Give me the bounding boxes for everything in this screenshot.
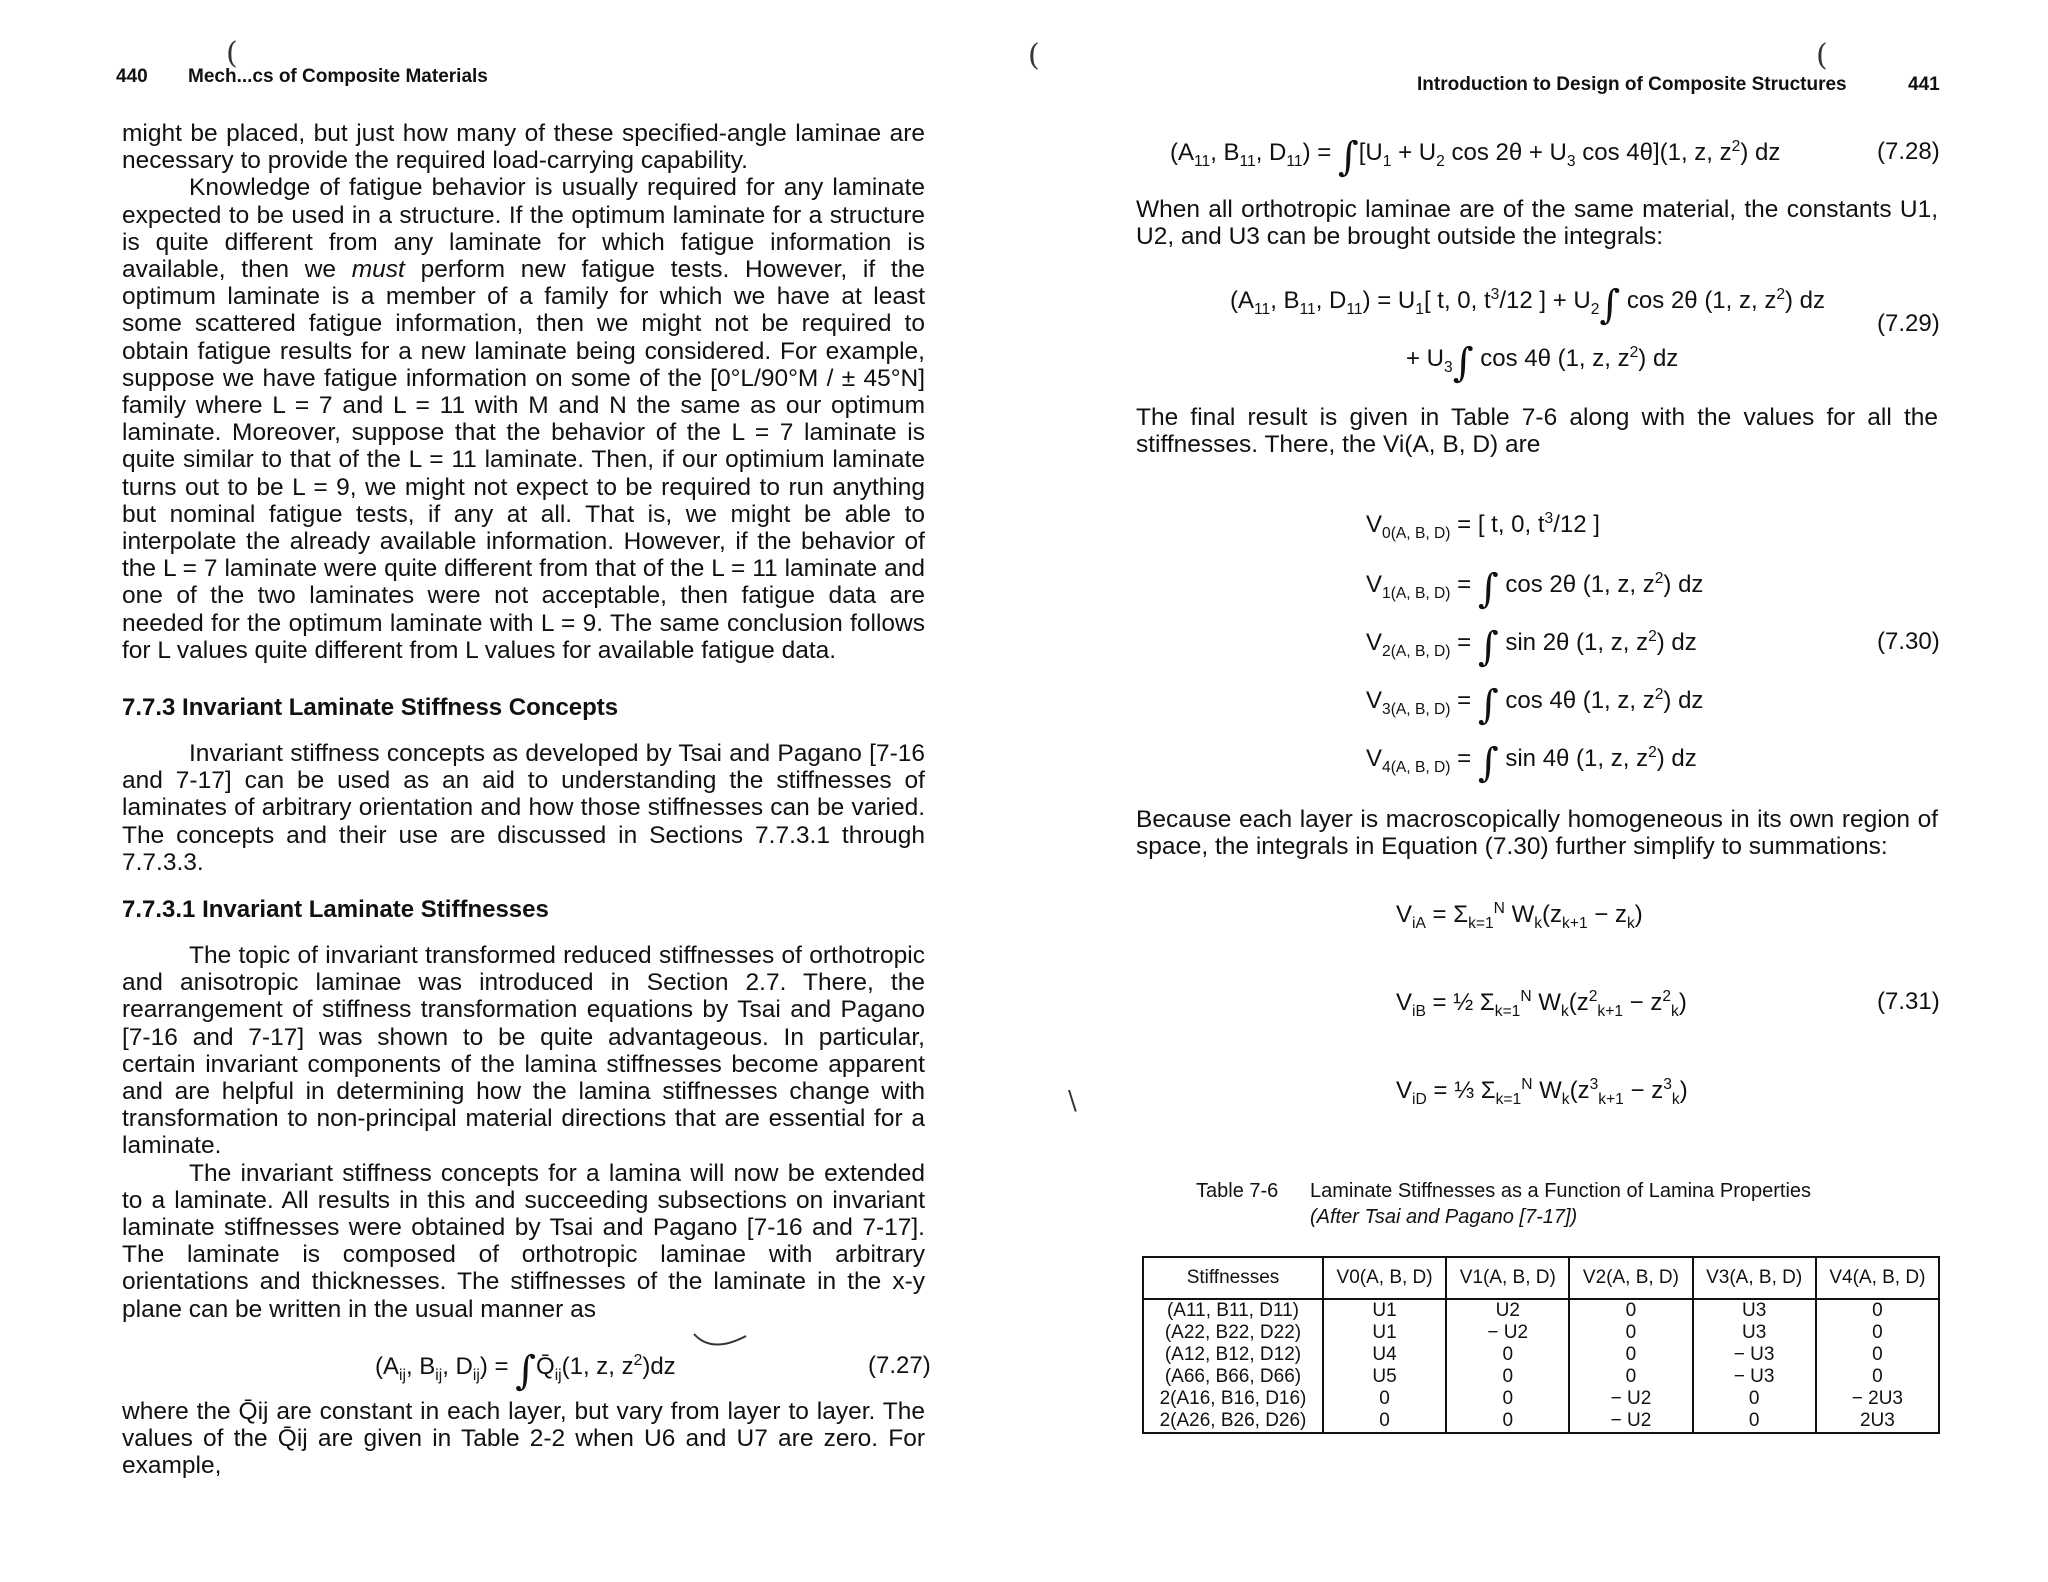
- scan-mark: (: [226, 36, 238, 71]
- left-page-number: 440: [116, 66, 148, 87]
- table-cell: U3: [1693, 1322, 1816, 1344]
- left-body-top: [122, 120, 925, 664]
- paragraph-fatigue: [122, 174, 925, 664]
- paragraph-7731-a: The topic of invariant transformed reduced stiffnesses of orthotropic and anisotropic laminae was introduced in Section 2.7. There, the rearrangement of stiffness transformation equations by Tsai and Pagano [7-16 and 7-17] was shown to be quite advantageous. In particular, certain invariant components of the lamina stiffnesses become apparent and are helpful in determining how the lamina stiffnesses change with transformation to non-principal material directions that are essential for a laminate.: [122, 942, 925, 1160]
- section-heading-773: 7.7.3 Invariant Laminate Stiffness Concepts: [122, 694, 619, 721]
- equation-730-v4: $V_{4(A, B, D)}$ = ∫ sin 4θ (1, z, $z^2$) dz: [1366, 740, 1697, 786]
- equation-730-v1: $V_{1(A, B, D)}$ = ∫ cos 2θ (1, z, $z^2$) dz: [1366, 566, 1704, 612]
- table-cell: − U2: [1446, 1322, 1569, 1344]
- table-cell: − U2: [1569, 1388, 1692, 1410]
- table-cell: (A22, B22, D22): [1143, 1322, 1323, 1344]
- left-body-7731: [122, 942, 925, 1323]
- equation-730-v0: $V_{0(A, B, D)}$ = [ t, 0, $t^3/12$ ]: [1366, 510, 1600, 542]
- stiffness-table: [1142, 1256, 1940, 1434]
- table-cell: 0: [1816, 1299, 1939, 1322]
- table-cell: (A11, B11, D11): [1143, 1299, 1323, 1322]
- equation-730-v3: $V_{3(A, B, D)}$ = ∫ cos 4θ (1, z, $z^2$) dz: [1366, 682, 1704, 728]
- table-cell: 0: [1323, 1388, 1446, 1410]
- table-cell: 2(A26, B26, D26): [1143, 1410, 1323, 1433]
- table-header: V2(A, B, D): [1569, 1257, 1692, 1299]
- paragraph-729: The final result is given in Table 7-6 along with the values for all the stiffnesses. There, the Vi(A, B, D) are: [1136, 404, 1938, 459]
- paragraph-728: When all orthotropic laminae are of the same material, the constants U1, U2, and U3 can be brought outside the integrals:: [1136, 196, 1938, 251]
- equation-number-730: (7.30): [1877, 628, 1940, 655]
- right-running-head: Introduction to Design of Composite Structures: [1417, 74, 1847, 95]
- table-row: [1143, 1366, 1939, 1388]
- table-cell: − U3: [1693, 1344, 1816, 1366]
- table-cell: 2(A16, B16, D16): [1143, 1388, 1323, 1410]
- fatigue-emphasis: must: [351, 256, 405, 284]
- equation-731-via: $V_{iA} = \Sigma_{k=1}^N$ $W_k(z_{k+1} - z_k)$: [1396, 900, 1643, 932]
- table-cell: U3: [1693, 1299, 1816, 1322]
- left-running-head: Mech...cs of Composite Materials: [188, 66, 488, 87]
- equation-728: ($A_{11}$, $B_{11}$, $D_{11}) = \int[U_1 + U_2$ $\cos 2\theta + U_3$ cos 4θ](1, z, $z^2$) dz: [1170, 134, 1781, 180]
- equation-number-729: (7.29): [1877, 310, 1940, 337]
- table-cell: 0: [1446, 1410, 1569, 1433]
- table-cell: (A66, B66, D66): [1143, 1366, 1323, 1388]
- left-page: [0, 0, 1020, 1582]
- table-cell: 0: [1323, 1410, 1446, 1433]
- equation-731-vib: $V_{iB}$ = ½ $\Sigma_{k=1}^N$ $W_k(z^2_{k+1} - z^2_k)$: [1396, 988, 1687, 1020]
- table-row: [1143, 1344, 1939, 1366]
- table-header: V4(A, B, D): [1816, 1257, 1939, 1299]
- table-cell: 0: [1816, 1366, 1939, 1388]
- scan-mark: (: [1816, 38, 1828, 73]
- paragraph-730: Because each layer is macroscopically homogeneous in its own region of space, the integrals in Equation (7.30) further simplify to summations:: [1136, 806, 1938, 861]
- equation-number-728: (7.28): [1877, 138, 1940, 165]
- table-cell: 0: [1446, 1388, 1569, 1410]
- right-page-number: 441: [1908, 74, 1940, 95]
- table-row: [1143, 1322, 1939, 1344]
- table-row: [1143, 1299, 1939, 1322]
- equation-729-line-1: ($A_{11}$, $B_{11}$, $D_{11}) = U_1$[ t, 0, $t^3/12$ ] + $U_2\int$ cos 2θ (1, z, $z^2$) dz: [1230, 282, 1826, 328]
- table-caption-2: (After Tsai and Pagano [7-17]): [1310, 1206, 1578, 1228]
- table-row: [1143, 1410, 1939, 1433]
- equation-727: ($A_{ij}$, $B_{ij}$, $D_{ij}$) = $\int Q̄_{ij}(1$, z, $z^2)dz$: [375, 1348, 676, 1394]
- table-cell: 0: [1816, 1344, 1939, 1366]
- table-header: V3(A, B, D): [1693, 1257, 1816, 1299]
- table-cell: U1: [1323, 1322, 1446, 1344]
- equation-730-v2: $V_{2(A, B, D)}$ = ∫ sin 2θ (1, z, $z^2$) dz: [1366, 624, 1697, 670]
- scan-mark: [690, 1330, 750, 1356]
- table-cell: (A12, B12, D12): [1143, 1344, 1323, 1366]
- table-cell: 0: [1569, 1366, 1692, 1388]
- paragraph-773: Invariant stiffness concepts as developed by Tsai and Pagano [7-16 and 7-17] can be used as an aid to understanding the stiffnesses of laminates of arbitrary orientation and how those stiffnesses can be varied. The concepts and their use are discussed in Sections 7.7.3.1 through 7.7.3.3.: [122, 740, 925, 876]
- table-cell: U1: [1323, 1299, 1446, 1322]
- section-heading-7731: 7.7.3.1 Invariant Laminate Stiffnesses: [122, 896, 549, 923]
- table-cell: − U2: [1569, 1410, 1692, 1433]
- fatigue-text-1: Knowledge of fatigue behavior is usually required for any laminate expected to be used in a structure. If the optimum laminate for a structure is quite different from any laminate for which fatigue information is available, then we: [122, 174, 925, 284]
- table-cell: 0: [1569, 1299, 1692, 1322]
- table-cell: 0: [1446, 1366, 1569, 1388]
- table-cell: U5: [1323, 1366, 1446, 1388]
- scan-mark: (: [1028, 38, 1040, 73]
- equation-number-731: (7.31): [1877, 988, 1940, 1015]
- table-cell: 0: [1816, 1322, 1939, 1344]
- paragraph-7731-b: The invariant stiffness concepts for a lamina will now be extended to a laminate. All results in this and succeeding subsections on invariant laminate stiffnesses were obtained by Tsai and Pagano [7-16 and 7-17]. The laminate is composed of orthotropic laminae with arbitrary orientations and thicknesses. The stiffnesses of the laminate in the x-y plane can be written in the usual manner as: [122, 1159, 925, 1323]
- table-cell: 0: [1693, 1410, 1816, 1433]
- paragraph-after-727: where the Q̄ij are constant in each layer, but vary from layer to layer. The values of the Q̄ij are given in Table 2-2 when U6 and U7 are zero. For example,: [122, 1398, 925, 1480]
- table-label: Table 7-6: [1196, 1180, 1279, 1202]
- table-cell: 0: [1446, 1344, 1569, 1366]
- table-cell: 0: [1569, 1322, 1692, 1344]
- table-cell: 0: [1569, 1344, 1692, 1366]
- table-header: V1(A, B, D): [1446, 1257, 1569, 1299]
- table-caption-1: Laminate Stiffnesses as a Function of Lamina Properties: [1310, 1180, 1812, 1202]
- equation-729-line-2: + $U_3\int$ cos 4θ (1, z, $z^2$) dz: [1406, 340, 1679, 386]
- table-cell: 0: [1693, 1388, 1816, 1410]
- fatigue-text-2: perform new fatigue tests. However, if the optimum laminate is a member of a family for which we have at least some scattered fatigue information, then we might not be required to obtain fatigue results for a new laminate being considered. For example, suppose we have fatigue information on some of the [0°L/90°M / ± 45°N] family where L = 7 and L = 11 with M and N the same as our optimum laminate. Moreover, suppose that the behavior of the L = 7 laminate is quite similar to that of the L = 11 laminate. Then, if our optimium laminate turns out to be L = 9, we might not expect to be required to run anything but nominal fatigue tests, if any at all. That is, we might be able to interpolate the already available information. However, if the behavior of the L = 7 laminate were quite different from that of the L = 11 laminate and one of the two laminates were not acceptable, then fatigue data are needed for the optimum laminate with L = 9. The same conclusion follows for L values quite different from L values for available fatigue data.: [122, 256, 925, 664]
- table-cell: − 2U3: [1816, 1388, 1939, 1410]
- table-row: [1143, 1388, 1939, 1410]
- table-header-row: [1143, 1257, 1939, 1299]
- table-cell: U4: [1323, 1344, 1446, 1366]
- equation-731-vid: $V_{iD}$ = ⅓ $\Sigma_{k=1}^N$ $W_k(z^3_{k+1} - z^3_k)$: [1396, 1076, 1688, 1108]
- table-cell: − U3: [1693, 1366, 1816, 1388]
- table-cell: 2U3: [1816, 1410, 1939, 1433]
- paragraph-top: might be placed, but just how many of these specified-angle laminae are necessary to provide the required load-carrying capability.: [122, 120, 925, 175]
- table-header: Stiffnesses: [1143, 1257, 1323, 1299]
- table-header: V0(A, B, D): [1323, 1257, 1446, 1299]
- right-page: [1028, 0, 2048, 1582]
- scan-mark: \: [1068, 1086, 1077, 1116]
- table-cell: U2: [1446, 1299, 1569, 1322]
- equation-number-727: (7.27): [868, 1352, 931, 1379]
